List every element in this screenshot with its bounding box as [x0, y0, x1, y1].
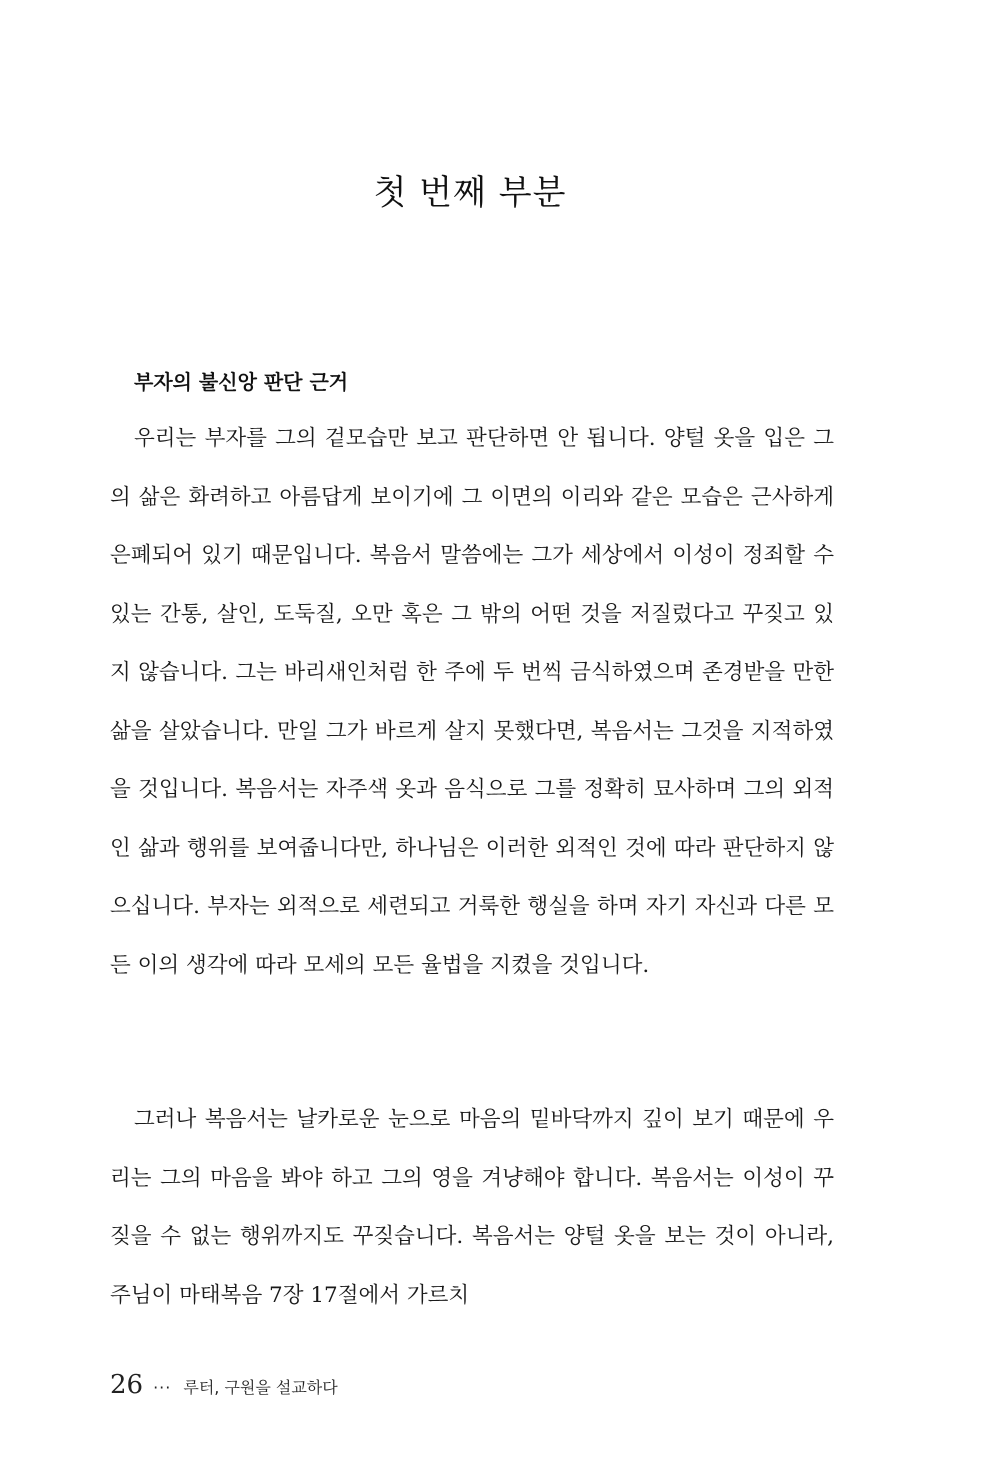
part-title: 첫 번째 부분 [373, 172, 567, 213]
page-footer [110, 1370, 338, 1400]
body-paragraph-1: 우리는 부자를 그의 겉모습만 보고 판단하면 안 됩니다. 양털 옷을 입은 그의 삶은 화려하고 아름답게 보이기에 그 이면의 이리와 같은 모습은 근사하게 은폐되어 있기 때문입니다. 복음서 말씀에는 그가 세상에서 이성이 정죄할 수 있는 간통, 살인, 도둑질, 오만 혹은 그 밖의 어떤 것을 저질렀다고 꾸짖고 있지 않습니다. 그는 바리새인처럼 한 주에 두 번씩 금식하였으며 존경받을 만한 삶을 살았습니다. 만일 그가 바르게 살지 못했다면, 복음서는 그것을 지적하였을 것입니다. 복음서는 자주색 옷과 음식으로 그를 정확히 묘사하며 그의 외적인 삶과 행위를 보여줍니다만, 하나님은 이러한 외적인 것에 따라 판단하지 않으십니다. 부자는 외적으로 세련되고 거룩한 행실을 하며 자기 자신과 다른 모든 이의 생각에 따라 모세의 모든 율법을 지켰을 것입니다. [110, 426, 834, 978]
running-book-title: 루터, 구원을 설교하다 [183, 1378, 338, 1397]
section-heading: 부자의 불신앙 판단 근거 [134, 370, 349, 394]
page-number: 26 [110, 1370, 144, 1400]
footer-separator: ··· [153, 1378, 172, 1397]
body-paragraph-2: 그러나 복음서는 날카로운 눈으로 마음의 밑바닥까지 깊이 보기 때문에 우리는 그의 마음을 봐야 하고 그의 영을 겨냥해야 합니다. 복음서는 이성이 꾸짖을 수 없는 행위까지도 꾸짖습니다. 복음서는 양털 옷을 보는 것이 아니라, 주님이 마태복음 7장 17절에서 가르치 [110, 1107, 834, 1308]
